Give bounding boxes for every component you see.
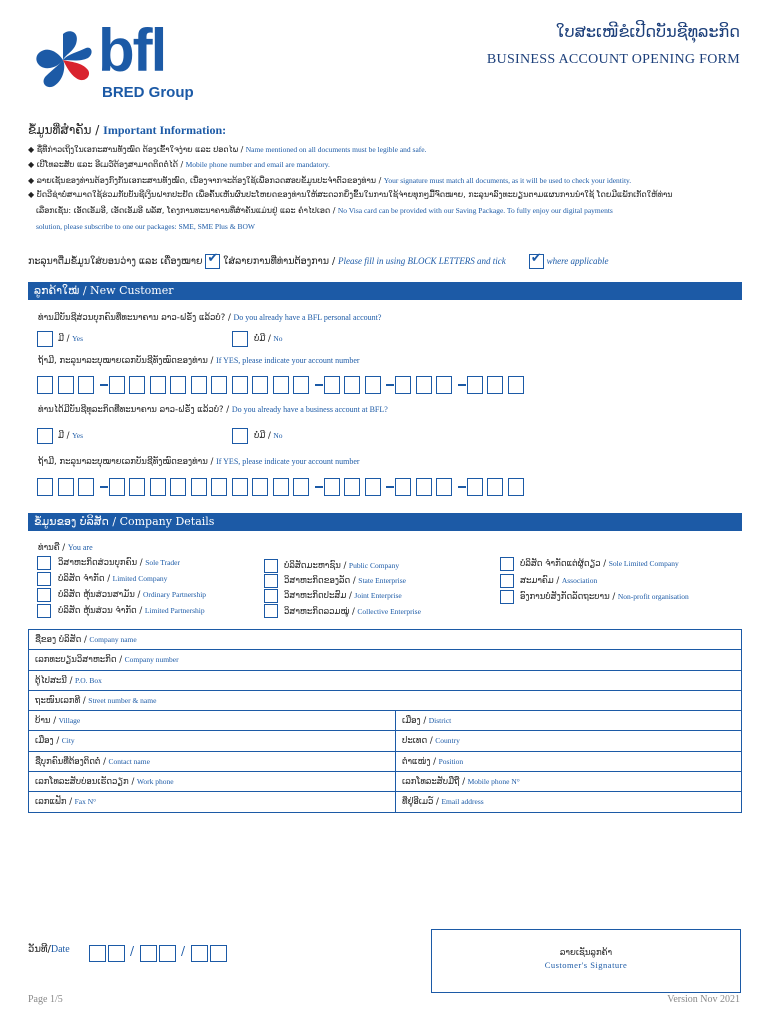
account-separator-dash: [386, 486, 394, 488]
important-bullet-4c: solution, please subscribe to one our packages: SME, SME Plus & BOW: [36, 222, 255, 231]
phone-row: [29, 772, 741, 792]
public-company-checkbox[interactable]: [264, 559, 278, 573]
account-digit-box[interactable]: [293, 376, 309, 394]
account-digit-box[interactable]: [467, 478, 483, 496]
account-digit-box[interactable]: [324, 376, 340, 394]
date-year-2[interactable]: [210, 945, 227, 962]
position-field[interactable]: ຕຳແໜ່ງ / Position: [395, 752, 463, 771]
business-yes-label: ມີ / Yes: [58, 431, 83, 441]
company-number-label: ເລກທະບຽນວິສາຫະກິດ / Company number: [35, 655, 179, 666]
collective-enterprise-label: ວິສາຫະກິດລວມໝູ່ / Collective Enterprise: [284, 607, 421, 617]
account-digit-box[interactable]: [78, 478, 94, 496]
account-digit-box[interactable]: [211, 478, 227, 496]
flower-logo-icon: [28, 26, 98, 96]
important-bullet-3: ◆ ລາຍເຊັນຂອງທ່ານຕ້ອງກົງກັນເອກະສານທັງໝົດ, ເນື່ອງຈາກຈະຕ້ອງໃຊ້ເພື່ອກວດສອບຂໍ້ມູນປະຈຳຕົວຂອງທ່ານ / Your signature must match all documents, as it will be used to check your identity.: [28, 176, 632, 185]
account-digit-box[interactable]: [150, 376, 166, 394]
you-are-label: ທ່ານຄື / You are: [38, 543, 93, 553]
limited-partnership-label: ບໍລິສັດ ຫຸ້ນສ່ວນ ຈຳກັດ / Limited Partnership: [58, 606, 205, 616]
account-digit-box[interactable]: [170, 376, 186, 394]
account-separator-dash: [100, 486, 108, 488]
account-digit-box[interactable]: [293, 478, 309, 496]
account-digit-box[interactable]: [365, 478, 381, 496]
logo-wordmark: bfl: [98, 17, 166, 84]
if-yes-business: ຖ້າມີ, ກະລຸນາລະບຸໝາຍເລກບັນຊີທັງໝົດຂອງທ່ານ / If YES, please indicate your account number: [38, 457, 360, 467]
contact-name-field[interactable]: ຊື່ບຸກຄົນທີ່ຕ້ອງຕິດຕໍ່ / Contact name: [35, 756, 150, 767]
mobile-phone-field[interactable]: ເລກໂທລະສັບມືຖື / Mobile phone N°: [395, 772, 520, 791]
joint-enterprise-checkbox[interactable]: [264, 589, 278, 603]
account-digit-box[interactable]: [191, 478, 207, 496]
ordinary-partnership-checkbox[interactable]: [37, 588, 51, 602]
account-digit-box[interactable]: [232, 478, 248, 496]
joint-enterprise-label: ວິສາຫະກິດປະສົມ / Joint Enterprise: [284, 591, 402, 601]
sole-limited-company-checkbox[interactable]: [500, 557, 514, 571]
page-number: Page 1/5: [28, 994, 63, 1005]
city-field[interactable]: ເມືອງ / City: [35, 736, 75, 747]
account-separator-dash: [386, 384, 394, 386]
company-name-row[interactable]: [29, 630, 741, 650]
important-heading: ຂໍ້ມູນທີ່ສຳຄັນ / Important Information:: [28, 123, 227, 137]
account-digit-box[interactable]: [58, 478, 74, 496]
po-box-row[interactable]: [29, 671, 741, 691]
limited-company-label: ບໍລິສັດ ຈຳກັດ / Limited Company: [58, 574, 168, 584]
account-digit-box[interactable]: [252, 376, 268, 394]
account-digit-box[interactable]: [344, 376, 360, 394]
account-digit-box[interactable]: [344, 478, 360, 496]
form-title-lao: ໃບສະເໜີຂໍເປີດບັນຊີທຸລະກິດ: [555, 22, 740, 41]
account-digit-box[interactable]: [252, 478, 268, 496]
email-field[interactable]: ທີ່ຢູ່ອີເມວ໌ / Email address: [395, 792, 484, 811]
company-number-row[interactable]: [29, 650, 741, 670]
account-digit-box[interactable]: [211, 376, 227, 394]
business-no-label: ບໍ່ມີ / No: [254, 431, 283, 441]
signature-label-en: Customer's Signature: [544, 960, 628, 970]
non-profit-checkbox[interactable]: [500, 590, 514, 604]
account-separator-dash: [458, 384, 466, 386]
date-month-1[interactable]: [140, 945, 157, 962]
account-digit-box[interactable]: [395, 376, 411, 394]
account-digit-box[interactable]: [324, 478, 340, 496]
non-profit-label: ອົງການບໍ່ສັງກັດລັດຖະບານ / Non-profit organisation: [520, 592, 689, 602]
account-digit-box[interactable]: [150, 478, 166, 496]
tick-example-icon-2: ✔: [529, 254, 544, 269]
new-customer-bar: ລູກຄ້າໃໝ່ / New Customer: [28, 282, 742, 300]
personal-no-checkbox[interactable]: [232, 331, 248, 347]
account-digit-box[interactable]: [109, 478, 125, 496]
street-row[interactable]: [29, 691, 741, 711]
sole-limited-company-label: ບໍລິສັດ ຈຳກັດແຕ່ຜູ້ດຽວ / Sole Limited Company: [520, 559, 679, 569]
important-bullet-2: ◆ ເບີໂທລະສັບ ແລະ ອີເມວ໌ຕ້ອງສາມາດຕິດຕໍ່ໄດ້ / Mobile phone number and email are mandatory.: [28, 160, 330, 169]
account-digit-box[interactable]: [273, 478, 289, 496]
date-label: ວັນທີ/Date: [28, 944, 70, 955]
personal-yes-checkbox[interactable]: [37, 331, 53, 347]
account-separator-dash: [315, 384, 323, 386]
account-digit-box[interactable]: [467, 376, 483, 394]
district-field[interactable]: ເມືອງ / District: [395, 711, 451, 730]
account-digit-box[interactable]: [436, 478, 452, 496]
account-digit-box[interactable]: [416, 478, 432, 496]
important-bullet-4: ◆ ບັດວີຊ່າບໍ່ສາມາດໃຊ້ຮ່ວມກັບບັນຊີເງິນຝາກປະຢັດ ເພື່ອຄົ້ນເຫັນຜົນປະໂຫຍດຂອງທ່ານໃຫ້ສະດວກຍິ່ງຂຶ້ນໃນການໃຊ້ຈ່າຍທຸກໆມື້ຈົດໝາຍ, ກະລຸນາລົງທະບຽນຕາມແຜນການນຳໃຊ້ ໂດຍມີແພັກເກັດໃຫ້ທ່ານ: [28, 190, 673, 199]
account-digit-box[interactable]: [395, 478, 411, 496]
customer-signature-box[interactable]: [431, 929, 741, 993]
bfl-logo: [28, 17, 198, 104]
version-label: Version Nov 2021: [667, 994, 740, 1005]
date-day-2[interactable]: [108, 945, 125, 962]
account-digit-box[interactable]: [487, 376, 503, 394]
business-yes-checkbox[interactable]: [37, 428, 53, 444]
signature-label-lao: ລາຍເຊັນລູກຄ້າ: [559, 948, 613, 958]
limited-partnership-checkbox[interactable]: [37, 604, 51, 618]
account-digit-box[interactable]: [170, 478, 186, 496]
date-month-2[interactable]: [159, 945, 176, 962]
account-digit-box[interactable]: [508, 478, 524, 496]
account-digit-box[interactable]: [37, 376, 53, 394]
fill-instruction: ກະລຸນາຕື່ມຂໍ້ມູນໃສ່ບອນວ່າງ ແລະ ເຄື່ອງໝາຍ ✔ ໃສ່ລາຍການທີ່ທ່ານຕ້ອງການ / Please fill in using BLOCK LETTERS and tick ✔ where applicable: [28, 251, 609, 267]
street-label: ຖະໜົນເລກທີ / Street number & name: [35, 695, 157, 706]
village-field[interactable]: ບ້ານ / Village: [35, 716, 81, 727]
fax-field[interactable]: ເລກແຟັກ / Fax N°: [35, 797, 97, 808]
date-day-1[interactable]: [89, 945, 106, 962]
account-separator-dash: [315, 486, 323, 488]
po-box-label: ຕູ້ໄປສະນີ / P.O. Box: [35, 675, 102, 686]
account-digit-box[interactable]: [191, 376, 207, 394]
sole-trader-label: ວິສາຫະກິດສ່ວນບຸກຄົນ / Sole Trader: [58, 558, 180, 568]
question-personal-account: ທ່ານມີບັນຊີສ່ວນບຸກຄົນທີ່ທະນາຄານ ລາວ-ຝຣັ່ງ ແລ້ວບໍ? / Do you already have a BFL personal account?: [38, 313, 382, 323]
account-digit-box[interactable]: [109, 376, 125, 394]
ordinary-partnership-label: ບໍລິສັດ ຫຸ້ນສ່ວນສາມັນ / Ordinary Partnership: [58, 590, 207, 600]
personal-yes-label: ມີ / Yes: [58, 334, 83, 344]
account-separator-dash: [100, 384, 108, 386]
form-title-en: BUSINESS ACCOUNT OPENING FORM: [486, 52, 740, 67]
association-label: ສະມາຄົມ / Association: [520, 576, 598, 586]
contact-position-row: [29, 752, 741, 772]
account-digit-box[interactable]: [58, 376, 74, 394]
account-digit-box[interactable]: [273, 376, 289, 394]
village-district-row: [29, 711, 741, 731]
company-name-label: ຊື່ຂອງ ບໍລິສັດ / Company name: [35, 635, 137, 645]
account-digit-box[interactable]: [365, 376, 381, 394]
account-digit-box[interactable]: [129, 376, 145, 394]
state-enterprise-checkbox[interactable]: [264, 574, 278, 588]
city-country-row: [29, 731, 741, 751]
fax-email-row: [29, 792, 741, 811]
association-checkbox[interactable]: [500, 574, 514, 588]
question-business-account: ທ່ານໄດ້ມີບັນຊີທຸລະກິດທີ່ທະນາຄານ ລາວ-ຝຣັ່ງ ແລ້ວບໍ? / Do you already have a business account at BFL?: [38, 405, 388, 415]
date-year-1[interactable]: [191, 945, 208, 962]
account-digit-box[interactable]: [508, 376, 524, 394]
account-digit-box[interactable]: [416, 376, 432, 394]
account-digit-box[interactable]: [37, 478, 53, 496]
account-digit-box[interactable]: [78, 376, 94, 394]
business-no-checkbox[interactable]: [232, 428, 248, 444]
tick-example-icon: ✔: [205, 254, 220, 269]
personal-no-label: ບໍ່ມີ / No: [254, 334, 283, 344]
account-digit-box[interactable]: [487, 478, 503, 496]
account-separator-dash: [458, 486, 466, 488]
sole-trader-checkbox[interactable]: [37, 556, 51, 570]
account-digit-box[interactable]: [232, 376, 248, 394]
logo-subtitle: BRED Group: [102, 84, 194, 101]
date-slash-1: /: [130, 944, 135, 958]
important-bullet-4b: ເລືອກເຊັ່ນ: ເອັດເອັມອີ, ເອັດເອັມອີ ພລັສ, ໂຄງການທະນາຄານທີ່ສຳຄັນແມ່ນຢູ່ ແລະ ຄຳໄປເອດ / No Visa card can be provided with our Saving Package. To fully enjoy our digital payments: [36, 206, 613, 215]
date-slash-2: /: [181, 944, 186, 958]
if-yes-personal: ຖ້າມີ, ກະລຸນາລະບຸໝາຍເລກບັນຊີທັງໝົດຂອງທ່ານ / If YES, please indicate your account number: [38, 356, 360, 366]
company-fields-table: [28, 629, 742, 813]
company-details-bar: ຂໍ້ມູນຂອງ ບໍລິສັດ / Company Details: [28, 513, 742, 531]
public-company-label: ບໍລິສັດມະຫາຊົນ / Public Company: [284, 561, 400, 571]
limited-company-checkbox[interactable]: [37, 572, 51, 586]
important-bullet-1: ◆ ຊື່ທີ່ກ່າວເຖິງໃນເອກະສານທັງໝົດ ຕ້ອງເຂົ້າໃຈງ່າຍ ແລະ ປອດໄພ / Name mentioned on all documents must be legible and safe.: [28, 145, 427, 154]
account-digit-box[interactable]: [436, 376, 452, 394]
state-enterprise-label: ວິສາຫະກິດຂອງລັດ / State Enterprise: [284, 576, 406, 586]
account-digit-box[interactable]: [129, 478, 145, 496]
work-phone-field[interactable]: ເລກໂທລະສັບບ່ອນເຮັດວຽກ / Work phone: [35, 777, 174, 788]
country-field[interactable]: ປະເທດ / Country: [395, 731, 460, 750]
collective-enterprise-checkbox[interactable]: [264, 604, 278, 618]
